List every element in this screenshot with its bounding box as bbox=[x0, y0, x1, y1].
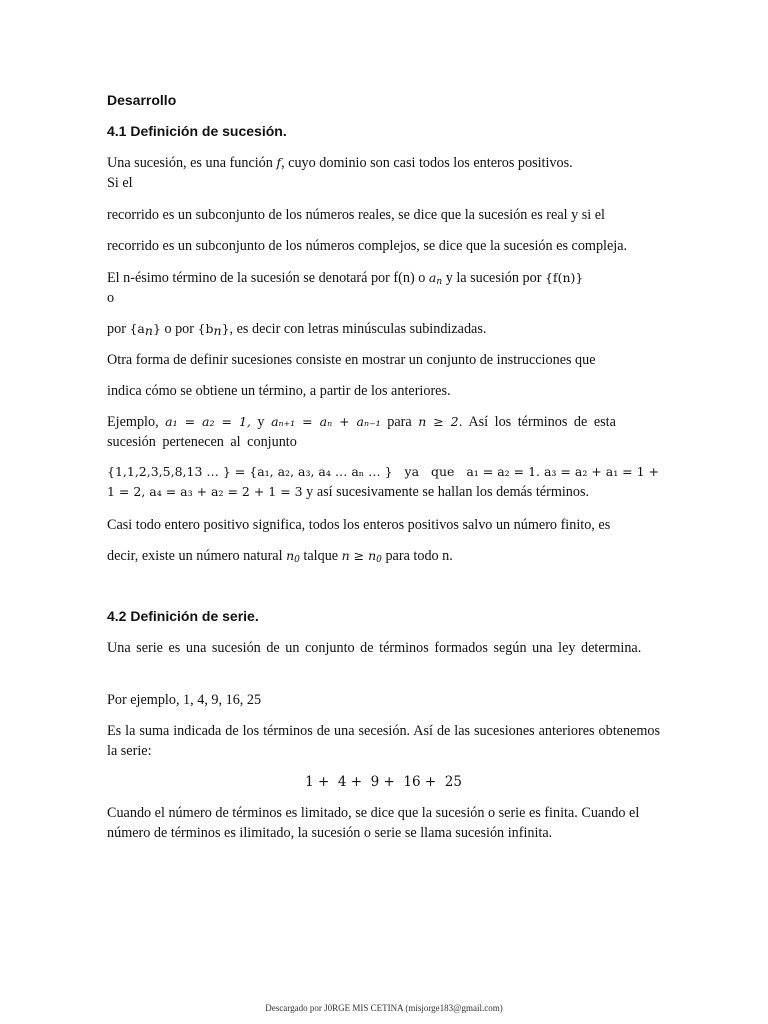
math-eq: 1 + 4 + 9 + 16 + 25 bbox=[305, 774, 462, 790]
text: o por bbox=[164, 321, 194, 337]
download-footer: Descargado por J0RGE MIS CETINA (misjorge183@gmail.com) bbox=[265, 1003, 503, 1013]
text: El n-ésimo término de la sucesión se denotará por f(n) o bbox=[107, 270, 426, 286]
text: para bbox=[387, 414, 412, 430]
paragraph-suma-indicada: Es la suma indicada de los términos de una secesión. Así de las sucesiones anteriores obtenemos la serie: bbox=[107, 723, 660, 759]
math-f: f bbox=[276, 155, 282, 170]
math-eq: {1,1,2,3,5,8,13 … } = {a₁, a₂, a₃, a₄ … aₙ … } ya que a₁ = a₂ = 1. a₃ = a₂ + a₁ = 1 + bbox=[107, 464, 660, 479]
paragraph-recorrido-real: recorrido es un subconjunto de los números reales, se dice que la sucesión es real y si el bbox=[107, 207, 605, 223]
text: decir, existe un número natural bbox=[107, 548, 283, 564]
math-eq: 1 = 2, a₄ = a₃ + a₂ = 2 + 1 = 3 bbox=[107, 484, 303, 499]
math-eq: aₙ₊₁ = aₙ + aₙ₋₁ bbox=[271, 414, 381, 429]
math-ineq: $n \ge n_0$ bbox=[341, 548, 382, 565]
text: , es decir con letras minúsculas subindizadas. bbox=[229, 321, 487, 337]
text: y así sucesivamente se hallan los demás términos. bbox=[306, 484, 590, 500]
text: y la sucesión por bbox=[445, 270, 542, 286]
paragraph-indica: indica cómo se obtiene un término, a partir de los anteriores. bbox=[107, 383, 451, 399]
text: Si el bbox=[107, 175, 133, 191]
math-set-an: $\{a_n\}$ bbox=[129, 321, 161, 338]
math-set-fn: {f(n)} bbox=[544, 270, 584, 285]
paragraph-sucesion-def bbox=[107, 153, 660, 193]
math-an: $a_n$ bbox=[428, 270, 443, 287]
paragraph-finita-infinita: Cuando el número de términos es limitado, se dice que la sucesión o serie es finita. Cuando el número de términos es ilimitado, la sucesión o serie se llama sucesión infinita. bbox=[107, 805, 640, 841]
paragraph-recorrido-complejo: recorrido es un subconjunto de los números complejos, se dice que la sucesión es compleja. bbox=[107, 238, 628, 254]
paragraph-casi-todo: Casi todo entero positivo significa, todos los enteros positivos salvo un número finito, es bbox=[107, 517, 611, 533]
paragraph-n-esimo bbox=[107, 268, 660, 308]
math-eq: n ≥ 2. bbox=[418, 414, 463, 429]
paragraph-conjunto bbox=[107, 462, 660, 502]
text: por bbox=[107, 321, 126, 337]
text: talque bbox=[303, 548, 339, 564]
paragraph-natural bbox=[107, 546, 660, 566]
paragraph-notacion bbox=[107, 319, 660, 339]
paragraph-otra-forma: Otra forma de definir sucesiones consiste en mostrar un conjunto de instrucciones que bbox=[107, 352, 596, 368]
paragraph-serie-def: Una serie es una sucesión de un conjunto de términos formados según una ley determina. bbox=[107, 640, 642, 656]
paragraph-ejemplo bbox=[107, 412, 660, 452]
math-eq: a₁ = a₂ = 1, bbox=[165, 414, 251, 429]
math-n0: $n_0$ bbox=[286, 548, 300, 565]
heading-definicion-serie: 4.2 Definición de serie. bbox=[107, 608, 259, 624]
math-set-bn: $\{b_n\}$ bbox=[197, 321, 230, 338]
text: o bbox=[107, 290, 115, 306]
heading-definicion-sucesion: 4.1 Definición de sucesión. bbox=[107, 123, 287, 139]
text: sucesión pertenecen al conjunto bbox=[107, 434, 297, 450]
text: Una sucesión, es una función bbox=[107, 155, 273, 171]
text: Ejemplo, bbox=[107, 414, 159, 430]
series-equation bbox=[107, 772, 660, 792]
text: y bbox=[257, 414, 265, 430]
text: , cuyo dominio son casi todos los enteros positivos. bbox=[281, 155, 573, 171]
paragraph-por-ejemplo: Por ejemplo, 1, 4, 9, 16, 25 bbox=[107, 692, 262, 708]
text: Así los términos de esta bbox=[468, 414, 616, 430]
text: para todo n. bbox=[385, 548, 453, 564]
heading-desarrollo: Desarrollo bbox=[107, 92, 177, 108]
